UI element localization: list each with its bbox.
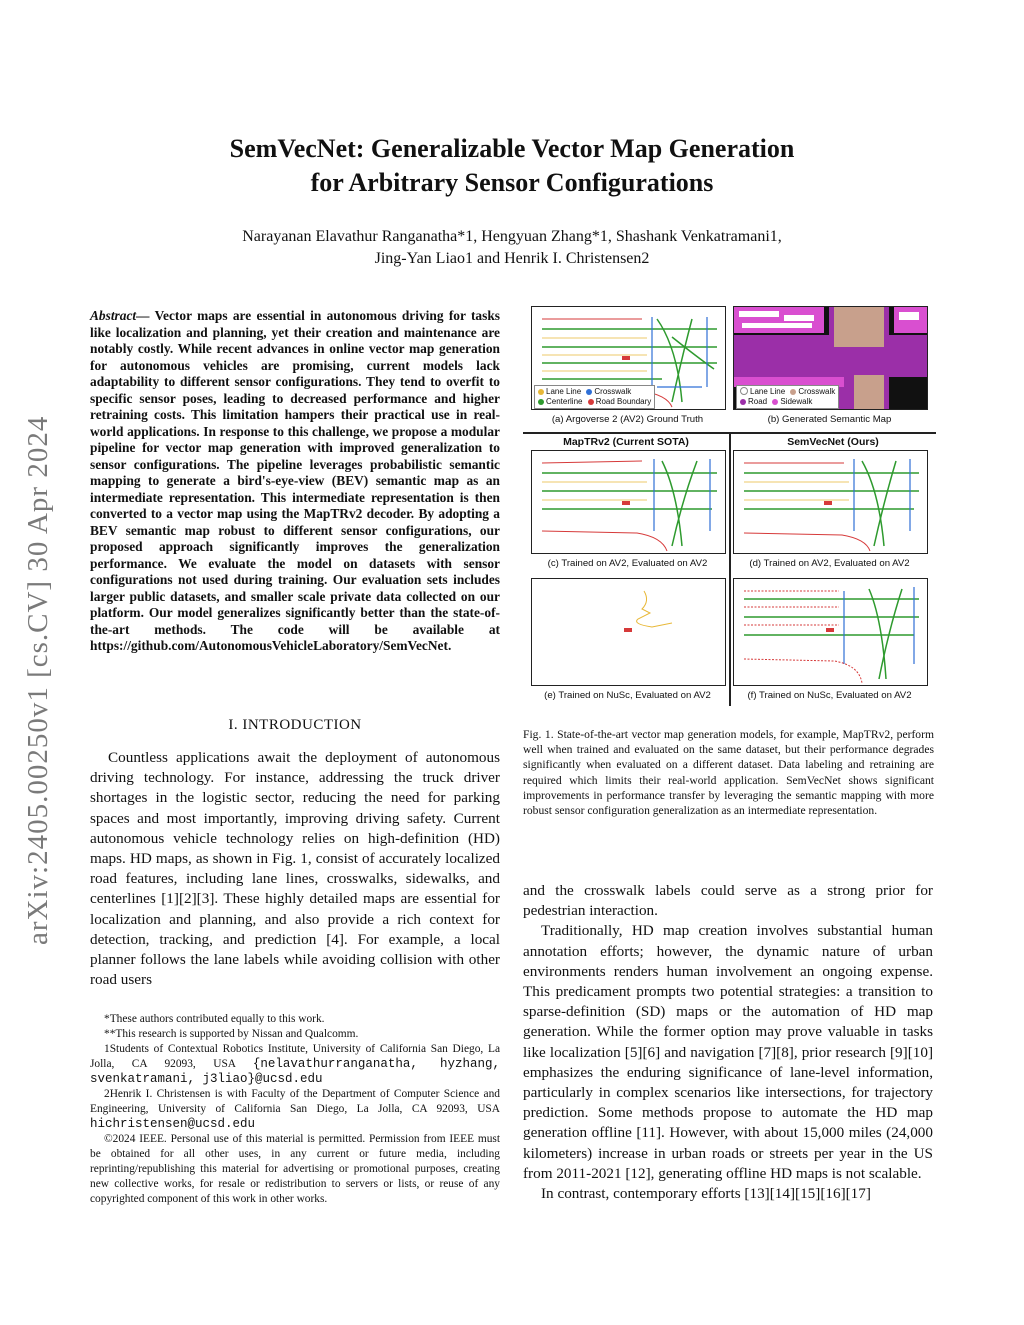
column-head-semvecnet: SemVecNet (Ours) [787, 436, 879, 448]
map-prediction-d [734, 451, 927, 553]
footnote-emails: {nelavathurranganatha, hyzhang, svenkatramani, j3liao}@ucsd.edu [90, 1057, 500, 1086]
map-prediction-c [532, 451, 725, 553]
caption-c: (c) Trained on AV2, Evaluated on AV2 [547, 558, 708, 569]
sidewalk-swatch [772, 399, 778, 405]
legend-a-lane-line: Lane Line [546, 387, 582, 396]
legend-a [534, 385, 655, 409]
panel-a-ground-truth [531, 306, 726, 410]
crosswalk-swatch [790, 389, 796, 395]
authors-line-1: Narayanan Elavathur Ranganatha*1, Hengyuan Zhang*1, Shashank Venkatramani1, [242, 228, 782, 245]
right-paragraph-2: Traditionally, HD map creation involves substantial human annotation efforts; however, the dynamic nature of urban environments renders human involvement an ongoing expense. This predicament prompts two potential strategies: a transition to sparse-definition (SD) maps or the automation of HD map generation. While the former option may prove valuable in tasks like localization [5][6] and navigation [7][8], prior research [9][10] emphasizes the enduring significance of lane-level information, particularly in complex scenarios like intersections, for trajectory prediction. Some methods propose to automate the HD map generation offline [11]. However, with about 15,000 miles (24,000 kilometers) increase in urban roads or streets per year in the US from 2011-2021 [12], generating offline HD maps is not scalable. [523, 922, 933, 1182]
caption-a: (a) Argoverse 2 (AV2) Ground Truth [551, 414, 704, 425]
footnote-affiliation-2 [90, 1087, 500, 1132]
footnote-copyright: ©2024 IEEE. Personal use of this material is permitted. Permission from IEEE must be obtained for all other uses, in any current or future media, including reprinting/republishing this material for advertising or promotional purposes, creating new collective works, for resale or redistribution to servers or lists, or reuse of any copyrighted component of this work in other works. [90, 1133, 500, 1205]
authors-line-2: Jing-Yan Liao1 and Henrik I. Christensen2 [374, 250, 650, 267]
right-paragraph-3: In contrast, contemporary efforts [13][14][15][16][17] [541, 1185, 871, 1203]
right-paragraph-1: and the crosswalk labels could serve as a strong prior for pedestrian interaction. [523, 882, 933, 920]
map-prediction-e [532, 579, 725, 685]
legend-b [736, 385, 839, 409]
caption-e: (e) Trained on NuSc, Evaluated on AV2 [544, 690, 711, 701]
paper-title [150, 132, 874, 200]
legend-a-centerline: Centerline [546, 397, 583, 406]
footnote-support: **This research is supported by Nissan and Qualcomm. [104, 1028, 359, 1040]
abstract-label: Abstract— [90, 308, 150, 323]
lane-line-swatch [740, 387, 748, 395]
centerline-swatch [538, 399, 544, 405]
footnote-affiliation-1 [90, 1042, 500, 1087]
figure-1-caption: Fig. 1. State-of-the-art vector map generation models, for example, MapTRv2, perform well when trained and evaluated on the same dataset, but their performance degrades significantly when evaluated on a different dataset. Data labeling and retraining are required which limits their real-world application. SemVecNet shows significant improvements in performance transfer by leveraging the semantic mapping with more robust sensor configuration generalization as an intermediate representation. [523, 728, 934, 818]
legend-b-crosswalk: Crosswalk [798, 387, 836, 396]
footnote-email-christensen: hichristensen@ucsd.edu [90, 1117, 256, 1131]
panel-c-maptrv2-av2 [531, 450, 726, 554]
map-prediction-f [734, 579, 927, 685]
author-list [150, 226, 874, 270]
legend-b-lane-line: Lane Line [750, 387, 786, 396]
intro-paragraph-1: Countless applications await the deployment of autonomous driving technology. For instance, addressing the truck driver shortages in the logistic sector, reducing the need for parking spaces and most importantly, improving driving safety. Current autonomous vehicle technology relies on high-definition (HD) maps. HD maps, as shown in Fig. 1, consist of accurately localized road features, including lane lines, crosswalks, sidewalks, and centerlines [1][2][3]. These highly detailed maps are essential for localization and planning, and also provide a rich context for detection, tracking, and prediction [4]. For example, a local planner follows the lane labels while avoiding collision with other road users [90, 749, 500, 989]
footnote-affiliation-2-text: 2Henrik I. Christensen is with Faculty of the Department of Computer Science and Engineering, University of California San Diego, La Jolla, CA 92093, USA [90, 1088, 500, 1115]
road-boundary-swatch [588, 399, 594, 405]
arxiv-identifier: arXiv:2405.00250v1 [cs.CV] 30 Apr 2024 [22, 415, 54, 945]
lane-line-swatch [538, 389, 544, 395]
panel-e-maptrv2-nusc [531, 578, 726, 686]
title-line-2: for Arbitrary Sensor Configurations [310, 168, 714, 197]
footnotes [90, 1012, 500, 1207]
figure-divider-vertical [729, 432, 731, 706]
panel-f-semvecnet-nusc [733, 578, 928, 686]
crosswalk-swatch [586, 389, 592, 395]
figure-1 [523, 306, 936, 706]
footnote-affiliation-1-text: 1Students of Contextual Robotics Institute, University of California San Diego, La Jolla, CA 92093, USA [90, 1043, 500, 1070]
abstract [90, 308, 500, 655]
title-line-1: SemVecNet: Generalizable Vector Map Generation [229, 134, 795, 163]
caption-f: (f) Trained on NuSc, Evaluated on AV2 [747, 690, 912, 701]
legend-b-road: Road [748, 397, 768, 406]
caption-d: (d) Trained on AV2, Evaluated on AV2 [749, 558, 910, 569]
legend-a-road-boundary: Road Boundary [595, 397, 652, 406]
road-swatch [740, 399, 746, 405]
intro-right-column [523, 881, 933, 1204]
section-heading: I. INTRODUCTION [228, 717, 362, 733]
panel-b-semantic-map [733, 306, 928, 410]
footnote-equal-contribution: *These authors contributed equally to this work. [104, 1013, 325, 1025]
caption-b: (b) Generated Semantic Map [767, 414, 892, 425]
intro-left-column [90, 748, 500, 990]
panel-d-semvecnet-av2 [733, 450, 928, 554]
abstract-text: Vector maps are essential in autonomous driving for tasks like localization and planning, yet their creation and maintenance are notably costly. While recent advances in online vector map generation for autonomous vehicles are promising, current models lack adaptability to different sensor configurations. They tend to overfit to specific sensor poses, leading to decreased performance and higher retraining costs. This limitation hampers their practical use in real-world applications. In response to this challenge, we propose a modular pipeline for vector map generation with improved generalization to sensor configurations. The pipeline leverages probabilistic semantic mapping to generate a bird's-eye-view (BEV) semantic map as an intermediate representation. This intermediate representation is then converted to a vector map using the MapTRv2 decoder. By adopting a BEV semantic map robust to different sensor configurations, our proposed approach significantly improves the generalization performance. We evaluate the model on datasets with sensor configurations not used during training. Our evaluation sets includes larger public datasets, and smaller scale private data collected on our platform. Our model generalizes significantly better than the state-of-the-art methods. The code will be available at https://github.com/AutonomousVehicleLaboratory/SemVecNet. [90, 308, 500, 653]
column-head-maptrv2: MapTRv2 (Current SOTA) [563, 436, 689, 448]
legend-b-sidewalk: Sidewalk [780, 397, 813, 406]
legend-a-crosswalk: Crosswalk [594, 387, 632, 396]
